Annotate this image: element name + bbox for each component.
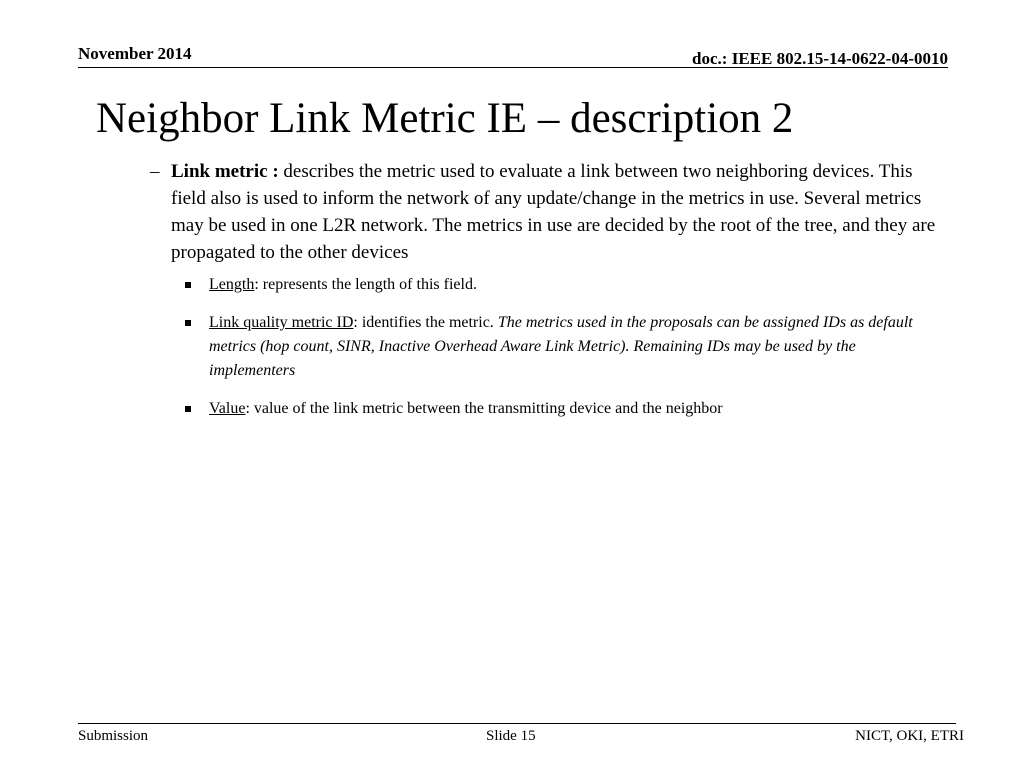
length-text: : represents the length of this field. xyxy=(254,276,477,293)
subbullet-value xyxy=(171,397,940,421)
header-date: November 2014 xyxy=(78,44,192,63)
header-rule xyxy=(78,67,948,68)
dash-marker: – xyxy=(150,161,160,182)
square-bullet-icon xyxy=(185,320,191,326)
square-bullet-icon xyxy=(185,282,191,288)
footer-submission: Submission xyxy=(78,728,149,744)
slide-title: Neighbor Link Metric IE – description 2 xyxy=(96,95,794,142)
link-metric-term: Link metric : xyxy=(171,161,279,182)
bullet-link-metric xyxy=(150,158,940,266)
value-text: : value of the link metric between the transmitting device and the neighbor xyxy=(245,400,723,417)
footer-rule xyxy=(78,723,956,724)
link-quality-metric-id-note: The metrics used in the proposals can be assigned IDs as default metrics (hop count, SINR, Inactive Overhead Aware Link Metric). Remaining IDs may be used by the implementers xyxy=(209,314,913,379)
footer-slide-number: Slide 15 xyxy=(486,728,536,744)
length-term: Length xyxy=(209,276,255,293)
subbullet-link-quality-metric-id xyxy=(171,311,940,383)
subbullet-length xyxy=(171,273,940,297)
header-doc-id: doc.: IEEE 802.15-14-0622-04-0010 xyxy=(692,49,948,68)
link-quality-metric-id-text: : identifies the metric. xyxy=(353,314,498,331)
slide-body xyxy=(150,158,940,421)
footer-authors: NICT, OKI, ETRI xyxy=(855,728,964,744)
square-bullet-icon xyxy=(185,406,191,412)
value-term: Value xyxy=(209,400,246,417)
link-metric-text: describes the metric used to evaluate a link between two neighboring devices. This field also is used to inform the network of any update/change in the metrics in use. Several metrics may be used in one L2R network. The metrics in use are decided by the root of the tree, and they are propagated to the other devices xyxy=(171,161,936,263)
link-quality-metric-id-term: Link quality metric ID xyxy=(209,314,354,331)
